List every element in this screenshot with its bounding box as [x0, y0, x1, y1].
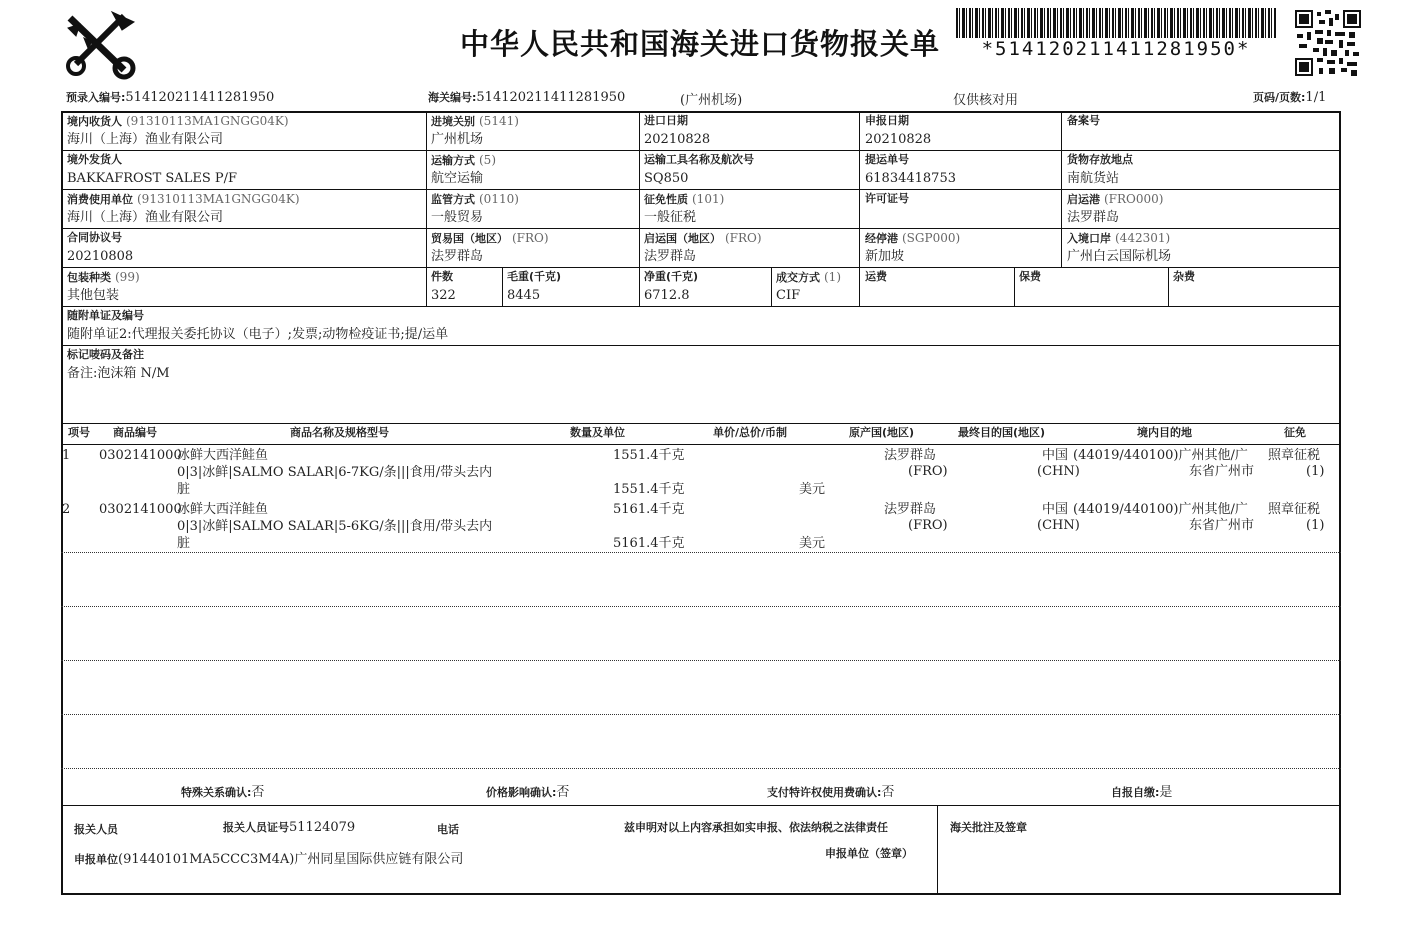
col-header-hs-code: 商品编号 — [113, 426, 157, 439]
currency: 美元 — [799, 482, 826, 497]
field-stop-port: 经停港 (SGP000) 新加坡 — [865, 231, 961, 264]
goods-name: 冰鲜大西洋鲑鱼 — [177, 448, 269, 463]
barcode-text: *514120211411281950* — [981, 38, 1251, 60]
field-consumer: 消费使用单位 (91310113MA1GNGG04K) 海川（上海）渔业有限公司 — [67, 192, 300, 225]
customs-approval-seal: 海关批注及签章 — [950, 821, 1027, 834]
row-divider — [61, 805, 1341, 806]
origin-code: (FRO) — [908, 518, 948, 533]
broker-id: 报关人员证号51124079 — [223, 820, 356, 835]
self-declare-confirm: 自报自缴:是 — [1111, 785, 1173, 800]
field-trade-country: 贸易国（地区） (FRO) 法罗群岛 — [431, 231, 549, 264]
domestic-destination: (44019/440100)广州其他/广 — [1073, 502, 1248, 517]
destination-code: (CHN) — [1037, 518, 1080, 533]
levy-code: (1) — [1306, 464, 1325, 479]
field-gross-weight: 毛重(千克) 8445 — [507, 270, 562, 303]
row-divider — [61, 189, 1341, 190]
field-license-number: 许可证号 — [865, 192, 909, 205]
domestic-destination: (44019/440100)广州其他/广 — [1073, 448, 1248, 463]
row-divider — [61, 306, 1341, 307]
dotted-row-divider — [61, 768, 1341, 769]
field-consignor: 境外发货人 BAKKAFROST SALES P/F — [67, 153, 238, 186]
currency: 美元 — [799, 536, 826, 551]
domestic-destination-cont: 东省广州市 — [1189, 464, 1255, 479]
item-no: 2 — [62, 502, 71, 517]
special-relationship-confirm: 特殊关系确认:否 — [181, 785, 265, 800]
origin-country: 法罗群岛 — [884, 502, 937, 517]
col-divider — [426, 111, 427, 306]
levy-code: (1) — [1306, 518, 1325, 533]
col-header-goods-name: 商品名称及规格型号 — [290, 426, 389, 439]
field-pieces: 件数 322 — [431, 270, 456, 303]
field-insurance: 保费 — [1019, 270, 1041, 283]
col-header-item-no: 项号 — [68, 426, 90, 439]
dotted-row-divider — [61, 714, 1341, 715]
levy: 照章征税 — [1268, 448, 1321, 463]
field-storage-location: 货物存放地点 南航货站 — [1067, 153, 1133, 186]
page-number: 页码/页数:1/1 — [1253, 90, 1327, 105]
field-misc-fee: 杂费 — [1173, 270, 1195, 283]
row-divider — [61, 444, 1341, 445]
hs-code: 0302141000 — [99, 502, 182, 517]
preentry-number: 预录入编号:514120211411281950 — [66, 90, 275, 105]
field-departure-port: 启运港 (FRO000) 法罗群岛 — [1067, 192, 1164, 225]
col-divider — [639, 111, 640, 306]
row-divider — [61, 267, 1341, 268]
field-import-date: 进口日期 20210828 — [644, 114, 711, 147]
field-transport-mode: 运输方式 (5) 航空运输 — [431, 153, 496, 186]
field-bill-number: 提运单号 61834418753 — [865, 153, 956, 186]
customs-number: 海关编号:514120211411281950 — [428, 90, 626, 105]
dotted-row-divider — [61, 606, 1341, 607]
origin-country: 法罗群岛 — [884, 448, 937, 463]
col-header-domestic-destination: 境内目的地 — [1137, 426, 1192, 439]
field-vessel-voyage: 运输工具名称及航次号 SQ850 — [644, 153, 754, 186]
col-divider — [502, 267, 503, 306]
col-divider — [859, 111, 860, 306]
quantity-2: 5161.4千克 — [613, 536, 685, 551]
goods-name: 冰鲜大西洋鲑鱼 — [177, 502, 269, 517]
col-divider — [1168, 267, 1169, 306]
row-divider — [61, 345, 1341, 346]
field-package-type: 包装种类 (99) 其他包装 — [67, 270, 140, 303]
port-name: (广州机场) — [680, 93, 743, 108]
field-deal-mode: 成交方式 (1) CIF — [776, 270, 841, 303]
col-header-origin: 原产国(地区) — [849, 426, 915, 439]
domestic-destination-cont: 东省广州市 — [1189, 518, 1255, 533]
quantity: 5161.4千克 — [613, 502, 685, 517]
field-supervision-mode: 监管方式 (0110) 一般贸易 — [431, 192, 519, 225]
goods-spec: 0|3|冰鲜|SALMO SALAR|5-6KG/条|||食用/带头去内 — [177, 519, 493, 534]
levy: 照章征税 — [1268, 502, 1321, 517]
field-freight: 运费 — [865, 270, 887, 283]
destination-country: 中国 — [1042, 502, 1069, 517]
customs-emblem-logo — [62, 8, 142, 80]
goods-spec: 0|3|冰鲜|SALMO SALAR|6-7KG/条|||食用/带头去内 — [177, 465, 493, 480]
destination-country: 中国 — [1042, 448, 1069, 463]
col-divider — [1014, 267, 1015, 306]
hs-code: 0302141000 — [99, 448, 182, 463]
field-contract-number: 合同协议号 20210808 — [67, 231, 134, 264]
destination-code: (CHN) — [1037, 464, 1080, 479]
royalty-confirm: 支付特许权使用费确认:否 — [767, 785, 895, 800]
qr-code — [1295, 10, 1361, 76]
field-net-weight: 净重(千克) 6712.8 — [644, 270, 699, 303]
dotted-row-divider — [61, 552, 1341, 553]
item-no: 1 — [62, 448, 71, 463]
quantity: 1551.4千克 — [613, 448, 685, 463]
barcode — [956, 8, 1276, 38]
field-consignee: 境内收货人 (91310113MA1GNGG04K) 海川（上海）渔业有限公司 — [67, 114, 289, 147]
goods-spec-cont: 脏 — [177, 536, 191, 551]
col-divider — [771, 267, 772, 306]
goods-spec-cont: 脏 — [177, 482, 191, 497]
field-origin-country: 启运国（地区） (FRO) 法罗群岛 — [644, 231, 762, 264]
field-entry-port: 入境口岸 (442301) 广州白云国际机场 — [1067, 231, 1172, 264]
phone-label: 电话 — [437, 823, 459, 836]
col-header-destination: 最终目的国(地区) — [958, 426, 1046, 439]
quantity-2: 1551.4千克 — [613, 482, 685, 497]
field-declare-date: 申报日期 20210828 — [865, 114, 932, 147]
row-divider — [61, 228, 1341, 229]
col-divider — [1061, 111, 1062, 267]
col-header-levy: 征免 — [1284, 426, 1306, 439]
col-divider — [937, 805, 938, 895]
field-entry-customs: 进境关别 (5141) 广州机场 — [431, 114, 519, 147]
broker-label: 报关人员 — [74, 823, 118, 836]
row-divider — [61, 150, 1341, 151]
price-influence-confirm: 价格影响确认:否 — [486, 785, 570, 800]
col-header-quantity: 数量及单位 — [570, 426, 625, 439]
field-attached-documents: 随附单证及编号 随附单证2:代理报关委托协议（电子）;发票;动物检疫证书;提/运单 — [67, 309, 449, 342]
document-title: 中华人民共和国海关进口货物报关单 — [460, 27, 941, 61]
field-record-number: 备案号 — [1067, 114, 1100, 127]
declarant-unit: 申报单位(91440101MA5CCC3M4A)广州同星国际供应链有限公司 — [74, 852, 464, 867]
col-header-price: 单价/总价/币制 — [713, 426, 788, 439]
origin-code: (FRO) — [908, 464, 948, 479]
dotted-row-divider — [61, 660, 1341, 661]
declarant-seal: 申报单位（签章） — [825, 847, 913, 860]
field-remarks: 标记唛码及备注 备注:泡沫箱 N/M — [67, 348, 170, 381]
declaration-statement: 兹申明对以上内容承担如实申报、依法纳税之法律责任 — [624, 821, 888, 834]
field-levy-nature: 征免性质 (101) 一般征税 — [644, 192, 725, 225]
verification-note: 仅供核对用 — [953, 93, 1019, 108]
